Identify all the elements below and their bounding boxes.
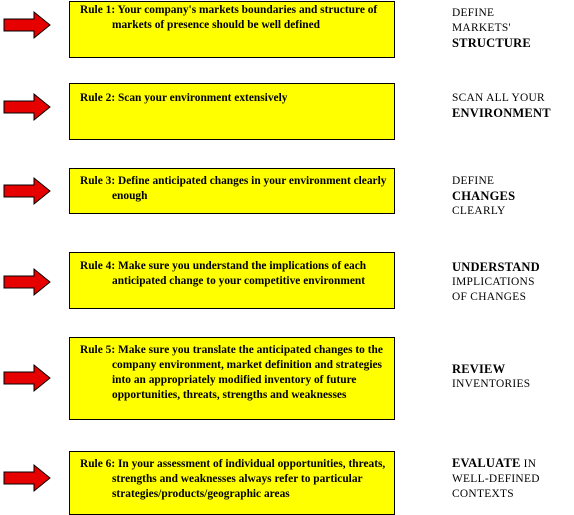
right-arrow-icon — [3, 176, 51, 206]
rule-3-text: Rule 3: Define anticipated changes in your environment clearly enough — [80, 175, 387, 202]
rule-6-label-line-1: EVALUATE IN — [452, 456, 537, 470]
rule-6-emphasis-word: EVALUATE — [452, 456, 521, 470]
right-arrow-icon — [3, 92, 51, 122]
rule-6-text: Rule 6: In your assessment of individual opportunities, threats, strengths and weaknesses always refer to particular strategies/products/geographic areas — [80, 458, 386, 500]
right-arrow-icon — [3, 363, 51, 393]
rule-4-text: Rule 4: Make sure you understand the implications of each anticipated change to your competitive environment — [80, 260, 367, 287]
right-arrow-icon — [3, 10, 51, 40]
rule-6-box — [69, 451, 395, 515]
rule-4-label: UNDERSTAND IMPLICATIONS OF CHANGES — [452, 260, 540, 303]
rule-4-box — [69, 252, 395, 309]
rule-5-text: Rule 5: Make sure you translate the anticipated changes to the company environment, market definition and strategies into an appropriately modified inventory of future opportunities, threats, strengths and weaknesses — [80, 344, 383, 401]
rule-3-label: DEFINE CHANGES CLEARLY — [452, 175, 516, 217]
rule-2-text: Rule 2: Scan your environment extensively — [80, 92, 288, 104]
right-arrow-icon — [3, 267, 51, 297]
rule-1-text: Rule 1: Your company's markets boundaries and structure of markets of presence should be well defined — [80, 4, 378, 31]
right-arrow-icon — [3, 463, 51, 493]
rule-1-box — [69, 1, 395, 58]
rule-6-label: EVALUATE IN WELL-DEFINED CONTEXTS — [452, 456, 574, 502]
rule-2-box — [69, 83, 395, 140]
rule-5-label: REVIEW INVENTORIES — [452, 362, 531, 390]
rule-2-label: SCAN ALL YOUR ENVIRONMENT — [452, 92, 551, 120]
rule-5-box — [69, 337, 395, 420]
rule-3-box — [69, 168, 395, 214]
rule-1-label: DEFINE MARKETS' STRUCTURE — [452, 7, 531, 50]
